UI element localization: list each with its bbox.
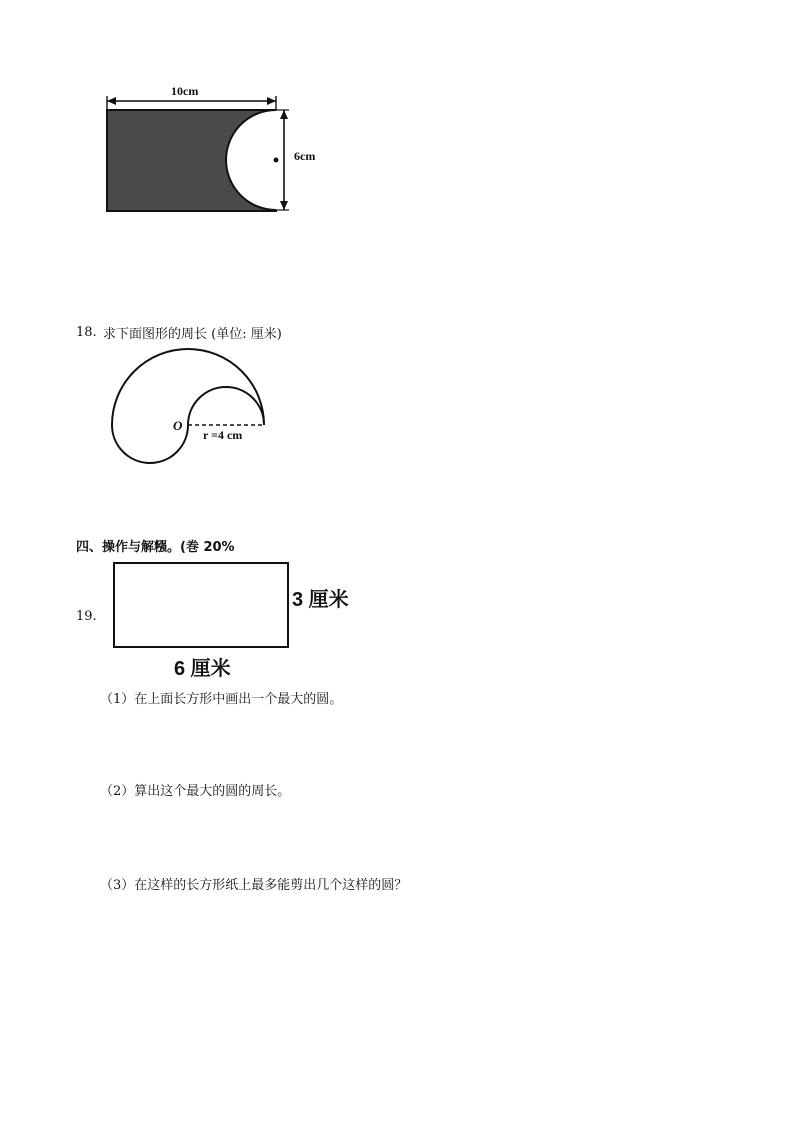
sub-question-2: （2）算出这个最大的圆的周长。 xyxy=(100,784,291,799)
center-label: O xyxy=(173,418,183,433)
width-label: 6 厘米 xyxy=(174,658,231,680)
height-label: 6cm xyxy=(294,149,316,163)
sub-question-3: （3）在这样的长方形纸上最多能剪出几个这样的圆？ xyxy=(100,878,408,893)
width-label: 10cm xyxy=(171,84,199,98)
question-text: 求下面图形的周长 (单位: 厘米) xyxy=(103,327,282,342)
radius-label: r =4 cm xyxy=(203,428,243,442)
section-title: 四、操作与解糨。(巻 20% xyxy=(76,540,235,555)
height-label: 3 厘米 xyxy=(292,589,349,611)
question-number: 19. xyxy=(76,609,97,624)
sub-question-1: （1）在上面长方形中画出一个最大的圆。 xyxy=(100,692,343,707)
question-number: 18. xyxy=(76,325,97,340)
